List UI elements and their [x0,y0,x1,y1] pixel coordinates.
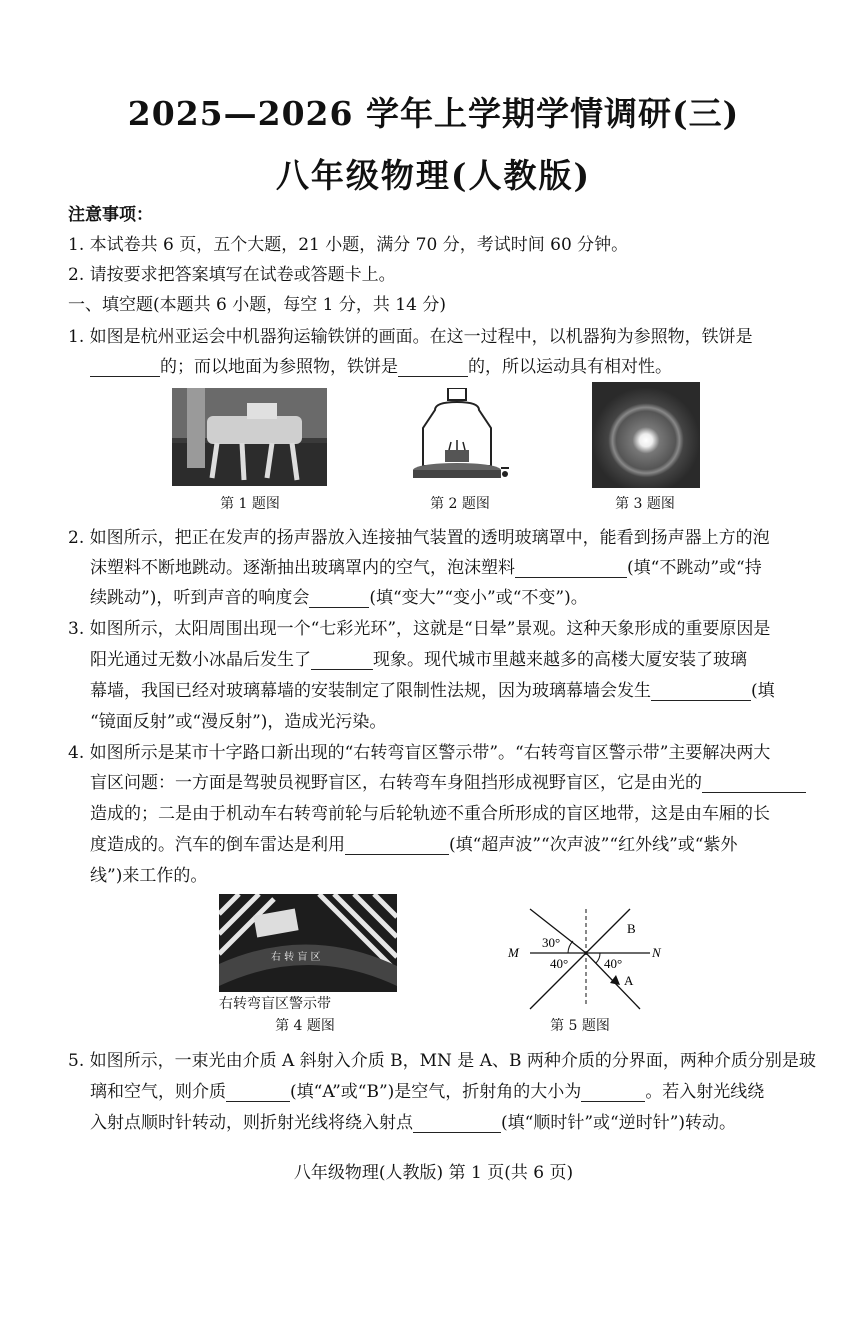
exam-subtitle: 八年级物理(人教版) [275,156,592,195]
section-heading: 一、填空题(本题共 6 小题，每空 1 分，共 14 分) [68,295,446,315]
q5-line2: 璃和空气，则介质 (填“A”或“B”)是空气，折射角的大小为 。若入射光线绕 [90,1082,765,1102]
q5-line1: 5. 如图所示，一束光由介质 A 斜射入介质 B，MN 是 A、B 两种介质的分界面，两种介质分别是玻 [68,1051,816,1071]
page-footer: 八年级物理(人教版) 第 1 页(共 6 页) [293,1163,574,1183]
note-item-2: 2. 请按要求把答案填写在试卷或答题卡上。 [68,265,396,285]
q5-line3: 入射点顺时针转动，则折射光线将绕入射点 (填“顺时针”或“逆时针”)转动。 [90,1113,737,1133]
robot-dog-photo [172,388,327,486]
angle-30: 30° [542,935,561,950]
q4-blank-2[interactable] [345,836,449,855]
q3-line1: 3. 如图所示，太阳周围出现一个“七彩光环”，这就是“日晕”景观。这种天象形成的重要原因是 [68,619,771,639]
note-item-1: 1. 本试卷共 6 页，五个大题，21 小题，满分 70 分，考试时间 60 分钟。 [68,235,629,255]
fig3-caption: 第 3 题图 [615,496,675,512]
q5-blank-2[interactable] [581,1083,645,1102]
bell-jar-figure [405,388,510,486]
label-b: B [627,921,636,936]
angle-40-left: 40° [550,956,569,971]
q4-line5: 线”)来工作的。 [90,866,208,886]
q3-blank-2[interactable] [651,682,751,701]
label-n: N [652,945,661,960]
warning-strip-photo: 右 转 盲 区 [219,894,397,992]
label-m: M [508,945,519,960]
q2-line2: 沫塑料不断地跳动。逐渐抽出玻璃罩内的空气，泡沫塑料 (填“不跳动”或“持 [90,558,762,578]
fig1-caption: 第 1 题图 [220,496,280,512]
q3-line3: 幕墙，我国已经对玻璃幕墙的安装制定了限制性法规，因为玻璃幕墙会发生 (填 [90,681,775,701]
fig4-label: 右转弯盲区警示带 [219,996,331,1012]
exam-title: 2025—2026 学年上学期学情调研(三) [127,94,740,133]
sun-halo-photo [592,382,700,488]
refraction-diagram [500,905,670,1015]
q2-line1: 2. 如图所示，把正在发声的扬声器放入连接抽气装置的透明玻璃罩中，能看到扬声器上方的泡 [68,528,770,548]
q4-line1: 4. 如图所示是某市十字路口新出现的“右转弯盲区警示带”。“右转弯盲区警示带”主要解决两大 [68,743,771,763]
q2-blank-2[interactable] [309,589,369,608]
q1-line2: 的；而以地面为参照物，铁饼是 的，所以运动具有相对性。 [90,352,672,377]
q1-blank-1[interactable] [90,358,160,377]
notes-heading: 注意事项： [68,205,153,225]
q4-line3: 造成的；二是由于机动车右转弯前轮与后轮轨迹不重合所形成的盲区地带，这是由车厢的长 [90,804,770,824]
q1-line1: 1. 如图是杭州亚运会中机器狗运输铁饼的画面。在这一过程中，以机器狗为参照物，铁饼是 [68,327,753,347]
q3-line2: 阳光通过无数小冰晶后发生了 现象。现代城市里越来越多的高楼大厦安装了玻璃 [90,650,747,670]
q4-blank-1[interactable] [702,774,806,793]
q2-line3: 续跳动”)，听到声音的响度会 (填“变大”“变小”或“不变”)。 [90,588,588,608]
q3-line4: “镜面反射”或“漫反射”)，造成光污染。 [90,712,387,732]
fig2-caption: 第 2 题图 [430,496,490,512]
q2-blank-1[interactable] [515,559,627,578]
angle-40-right: 40° [604,956,623,971]
q5-blank-1[interactable] [226,1083,290,1102]
q3-blank-1[interactable] [311,651,373,670]
fig5-caption: 第 5 题图 [550,1018,610,1034]
q1-blank-2[interactable] [398,358,468,377]
q4-line2: 盲区问题：一方面是驾驶员视野盲区，右转弯车身阻挡形成视野盲区，它是由光的 [90,768,806,793]
label-a: A [624,973,634,988]
q4-line4: 度造成的。汽车的倒车雷达是利用 (填“超声波”“次声波”“红外线”或“紫外 [90,835,738,855]
fig4-caption: 第 4 题图 [275,1018,335,1034]
q5-blank-3[interactable] [413,1114,501,1133]
